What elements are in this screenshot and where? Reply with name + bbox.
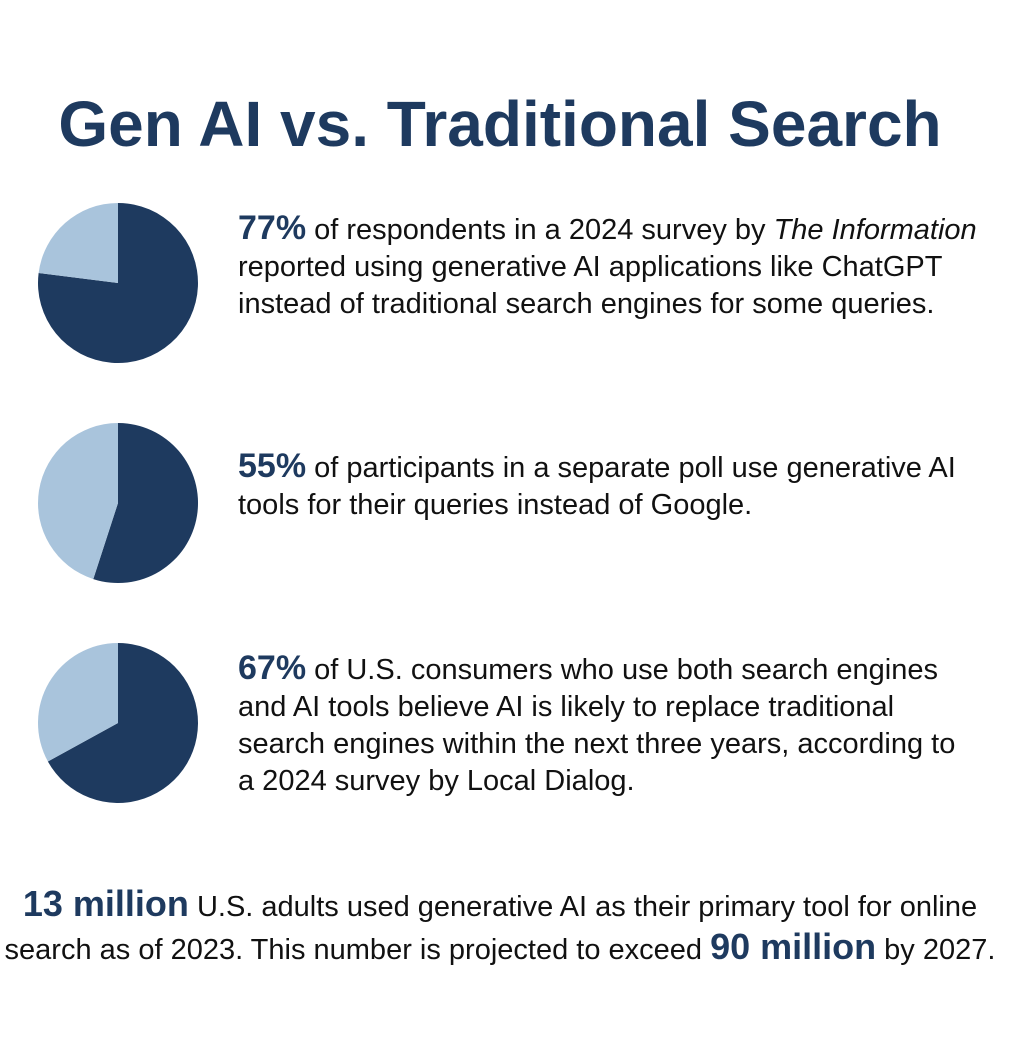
stat-1-source-italic: The Information — [773, 214, 977, 246]
pie-slice-secondary — [39, 203, 118, 283]
pie-chart-67 — [37, 642, 199, 804]
footer-highlight-2: 90 million — [710, 926, 877, 967]
stat-1-text — [238, 210, 978, 323]
pie-chart-77 — [37, 202, 199, 364]
pie-chart-55 — [37, 422, 199, 584]
stat-3-body: of U.S. consumers who use both search engines and AI tools believe AI is likely to replace traditional search engines within the next three years, according to a 2024 survey by Local Dialog. — [238, 654, 956, 797]
footer-body-1: U.S. adults used generative AI as their primary tool for online search as of 2023. This number is projected to exceed — [4, 891, 978, 966]
stat-2-body: of participants in a separate poll use generative AI tools for their queries instead of Google. — [238, 452, 956, 521]
stat-2-highlight: 55% — [238, 447, 307, 485]
stat-1-body-b: reported using generative AI applications like ChatGPT instead of traditional search engines for some queries. — [238, 251, 942, 320]
stat-3-highlight: 67% — [238, 649, 307, 687]
page-title: Gen AI vs. Traditional Search — [58, 88, 942, 160]
stat-1-highlight: 77% — [238, 209, 307, 247]
footer-body-2: by 2027. — [876, 934, 996, 966]
stat-3-text — [238, 650, 978, 800]
stat-1-body-a: of respondents in a 2024 survey by — [306, 214, 774, 246]
footer-highlight-1: 13 million — [22, 883, 189, 924]
footer-stat — [0, 884, 1000, 970]
stat-2-text — [238, 448, 978, 524]
